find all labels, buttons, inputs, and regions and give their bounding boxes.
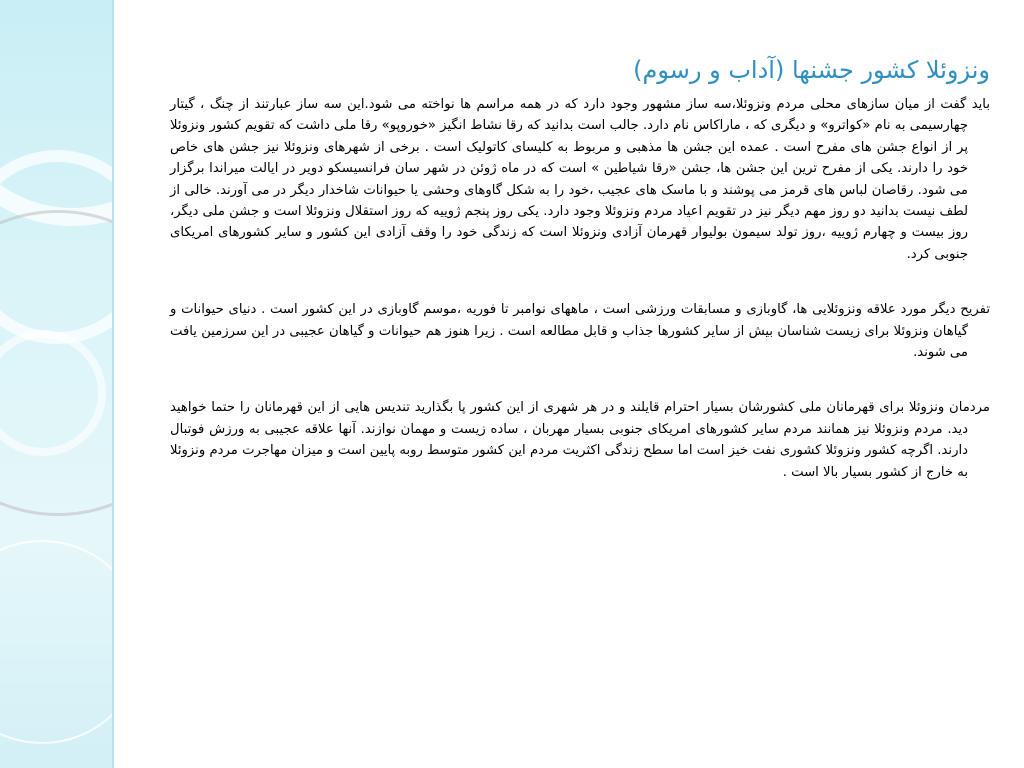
paragraph-bullfighting: تفریح دیگر مورد علاقه ونزوئلایی ها، گاوبازی و مسابقات ورزشی است ، ماههای نوامبر تا فوریه ،موسم گاوبازی در این کشور است . دنیای حیوانات و گیاهان ونزوئلا برای زیست شناسان بیش از سایر کشورها جذاب و قابل مطالعه است . زیرا هنوز هم حیوانات و گیاهان عجیبی در این سرزمین یافت می شوند. xyxy=(170,302,990,361)
paragraph-festivals: باید گفت از میان سازهای محلی مردم ونزوئلا،سه ساز مشهور وجود دارد که در همه مراسم ها نواخته می شود.این سه ساز عبارتند از چنگ ، گیتار چهارسیمی به نام «کواترو» و دیگری که ، ماراکاس نام دارد. جالب است بدانید که رقا نشاط انگیز «خوروپو» رقا ملی داشت که تقویم کشور ونزوئلا پر از انواع جشن های مفرح است . عمده این جشن ها مذهبی و مربوط به کلیسای کاتولیک است . برخی از شهرهای ونزوئلا نیز جشن های خاص خود را دارند. یکی از مفرح ترین این جشن ها، جشن «رقا شیاطین » است که در ماه ژوئن در شهر سان فرانسیسکو دویر در ایالت میراندا برگزار می شود. رقاصان لباس های قرمز می پوشند و با ماسک های عجیب ،خود را به شکل گاوهای وحشی یا حیوانات شاخدار دیگر در می آورند. خالی از لطف نیست بدانید دو روز مهم دیگر نیز در تقویم اعیاد مردم ونزوئلا وجود دارد. یکی روز پنجم ژوییه که روز استقلال ونزوئلا است و جشن ملی دیگر، روز بیست و چهارم ژوییه ،روز تولد سیمون بولیوار قهرمان آزادی ونزوئلا است که زندگی خود را وقف آزادی این کشور و سایر کشورهای امریکای جنوبی کرد. xyxy=(170,97,990,262)
slide-title: ونزوئلا کشور جشنها (آداب و رسوم) xyxy=(633,56,990,84)
slide-content xyxy=(170,40,990,750)
decorative-sidebar xyxy=(0,0,113,768)
decorative-ring xyxy=(0,540,113,744)
paragraph-heroes: مردمان ونزوئلا برای قهرمانان ملی کشورشان بسیار احترام قایلند و در هر شهری از این کشور پا بگذارید تندیس هایی از این قهرمانان را حتما خواهید دید. مردم ونزوئلا نیز همانند مردم سایر کشورهای امریکای جنوبی بسیار مهربان ، ساده زیست و مهمان نوازند. آنها علاقه عجیبی به ورزش فوتبال دارند. اگرچه کشور ونزوئلا کشوری نفت خیز است اما سطح زندگی اکثریت مردم این کشور متوسط روبه پایین است و میزان مهاجرت مردم ونزوئلا به خارج از کشور بسیار بالا است . xyxy=(170,400,990,480)
sidebar-divider xyxy=(112,0,114,768)
